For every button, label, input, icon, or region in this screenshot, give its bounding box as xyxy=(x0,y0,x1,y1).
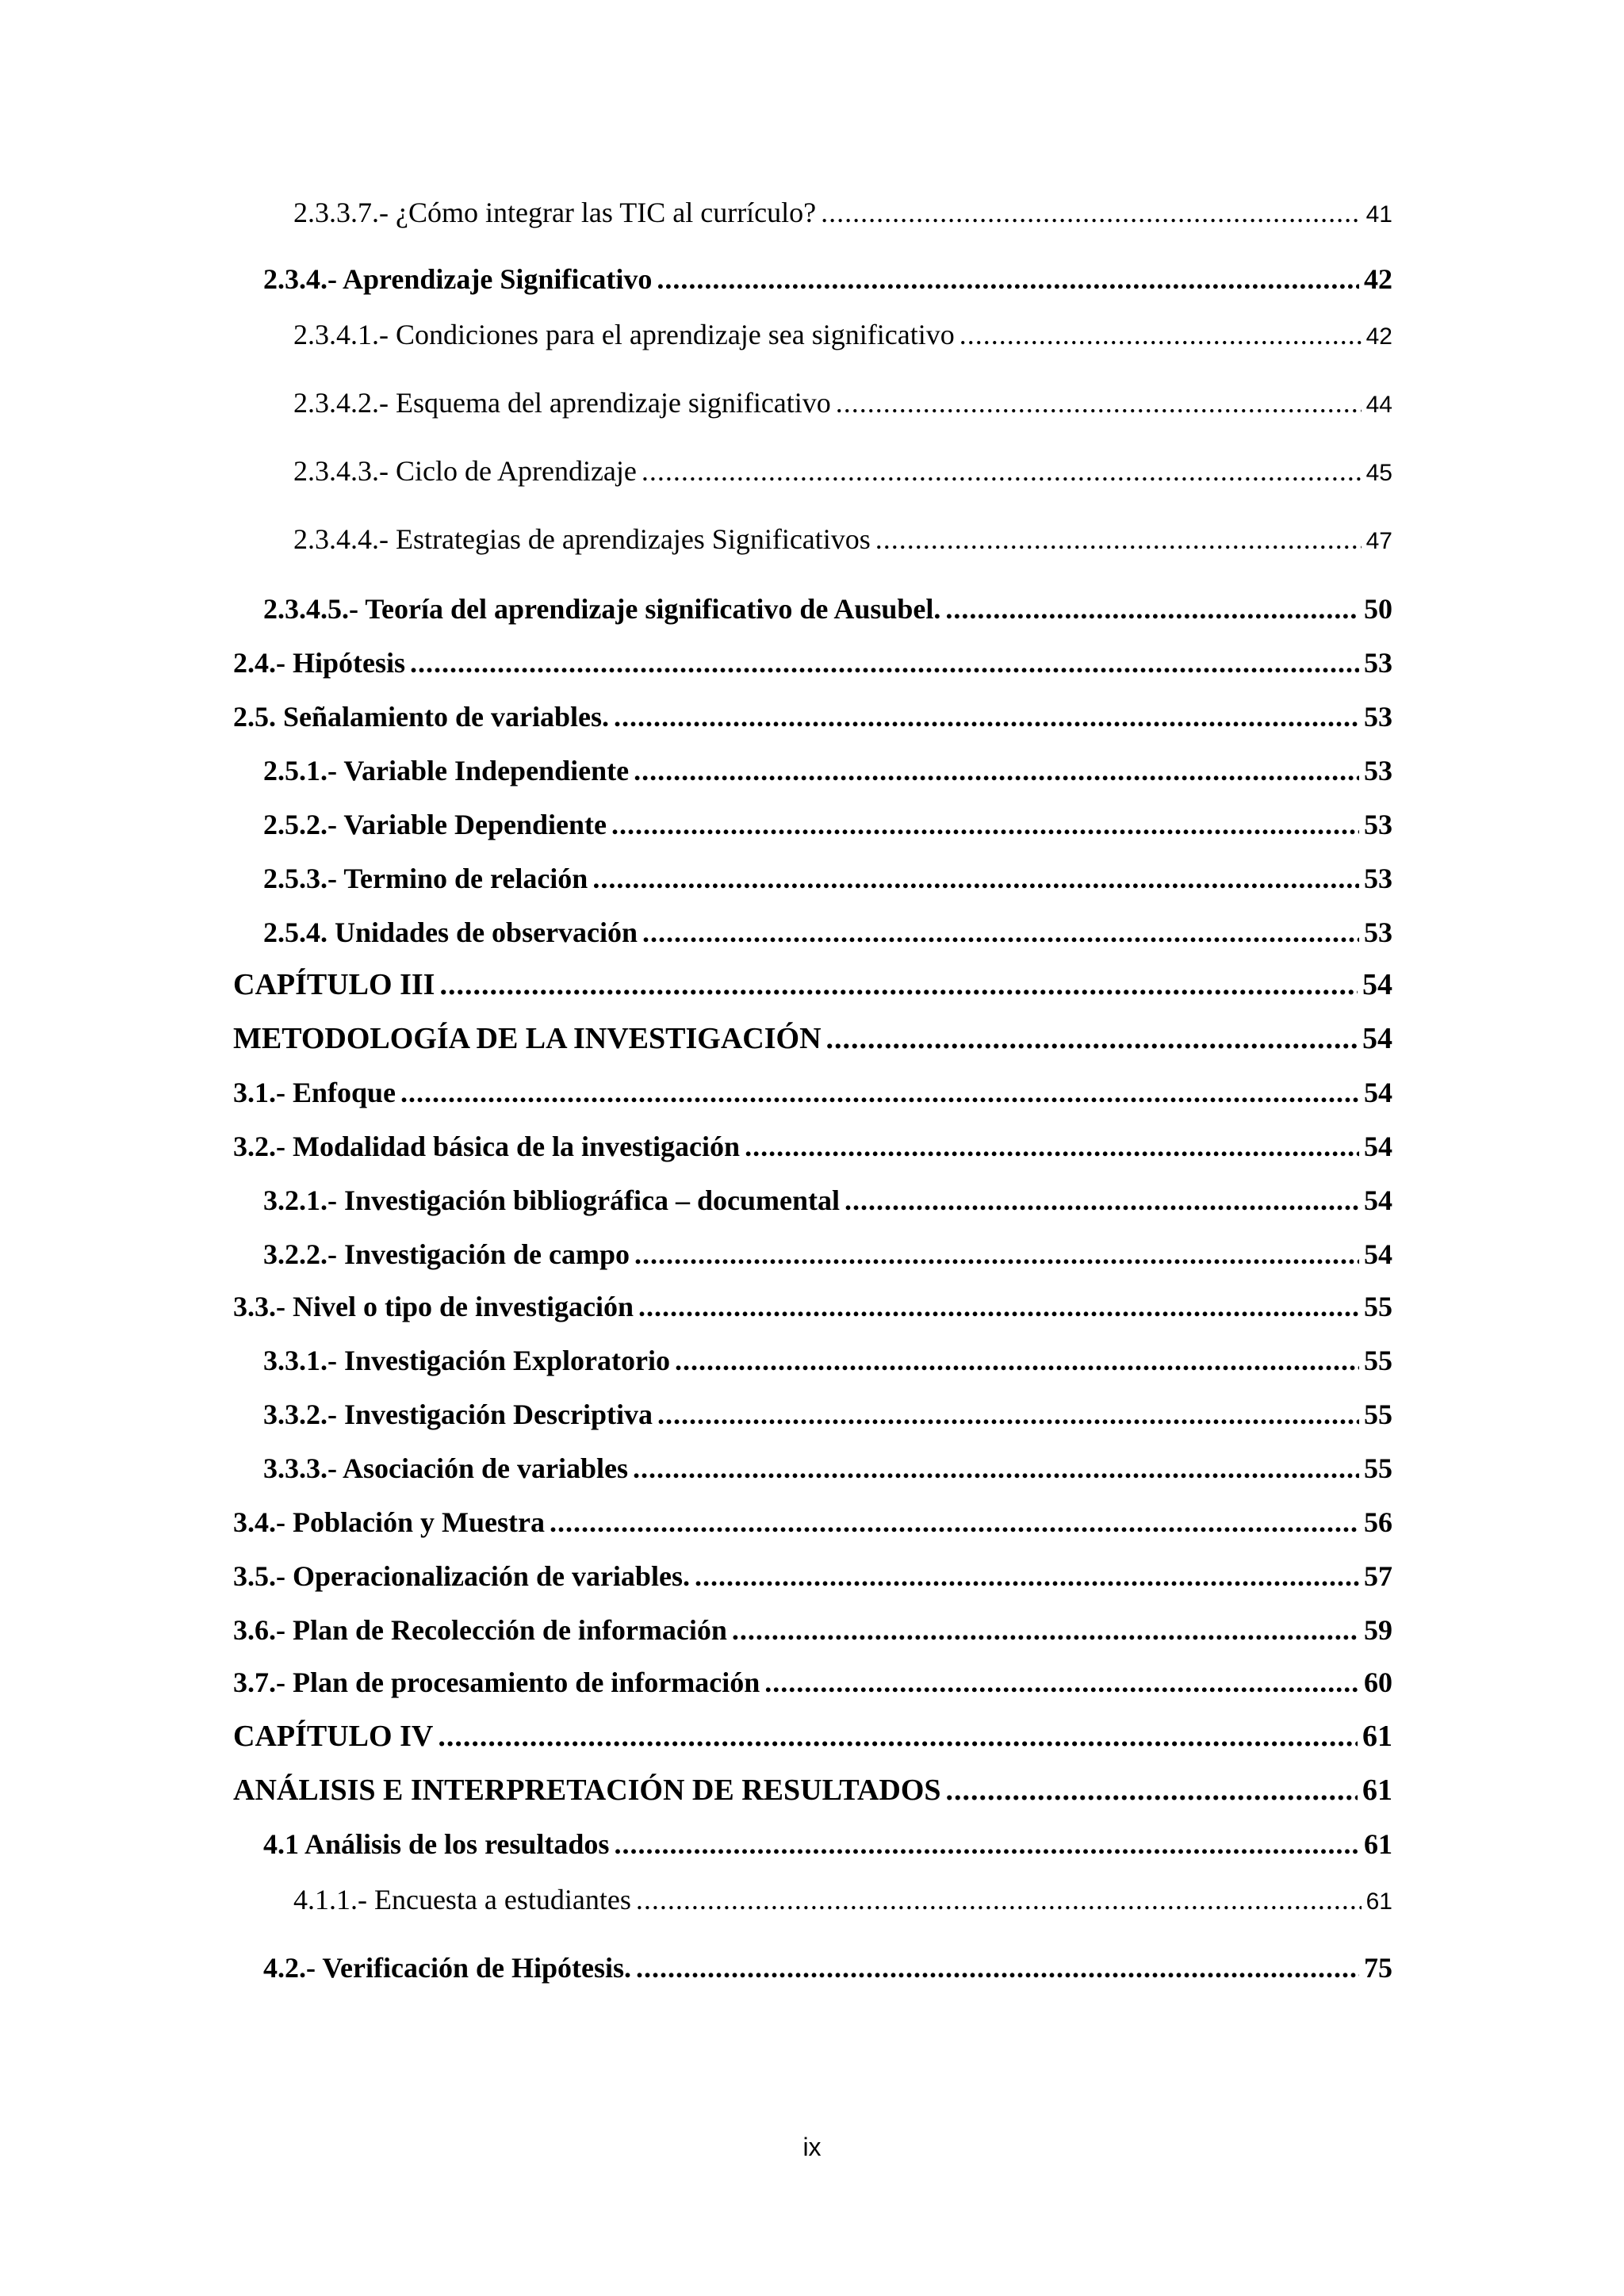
toc-entry-page: 54 xyxy=(1362,1022,1392,1055)
toc-entry-title: ANÁLISIS E INTERPRETACIÓN DE RESULTADOS xyxy=(233,1774,941,1807)
toc-entry-page: 53 xyxy=(1364,755,1392,786)
toc-dot-leader xyxy=(636,1882,1362,1917)
toc-entry xyxy=(263,591,1392,626)
toc-entry-title: 3.6.- Plan de Recolección de información xyxy=(233,1614,727,1646)
toc-dot-leader xyxy=(636,1950,1359,1985)
toc-entry-title: 3.4.- Población y Muestra xyxy=(233,1506,545,1538)
toc-entry xyxy=(233,699,1392,734)
toc-entry xyxy=(233,967,1392,1002)
toc-dot-leader xyxy=(945,591,1359,626)
toc-entry-title: 4.1 Análisis de los resultados xyxy=(263,1828,610,1860)
toc-dot-leader xyxy=(946,1773,1358,1808)
toc-entry xyxy=(233,1075,1392,1110)
toc-dot-leader xyxy=(959,317,1362,352)
toc-entry xyxy=(263,1451,1392,1486)
toc-dot-leader xyxy=(764,1665,1359,1700)
toc-dot-leader xyxy=(732,1613,1359,1647)
toc-entry-page: 41 xyxy=(1365,201,1392,228)
toc-entry xyxy=(233,645,1392,680)
toc-dot-leader xyxy=(657,1397,1359,1432)
toc-entry-title: 4.2.- Verificación de Hipótesis. xyxy=(263,1952,631,1984)
toc-dot-leader xyxy=(438,1719,1358,1754)
toc-entry-title: METODOLOGÍA DE LA INVESTIGACIÓN xyxy=(233,1022,822,1055)
toc-dot-leader xyxy=(410,645,1359,680)
toc-entry-title: 2.3.4.5.- Teoría del aprendizaje significativo de Ausubel. xyxy=(263,593,941,625)
toc-entry-page: 53 xyxy=(1364,809,1392,840)
toc-entry xyxy=(263,262,1392,297)
toc-entry xyxy=(263,1827,1392,1862)
toc-entry-page: 59 xyxy=(1364,1614,1392,1646)
toc-entry-page: 53 xyxy=(1364,647,1392,679)
toc-entry-page: 61 xyxy=(1364,1828,1392,1860)
toc-entry-title: 3.7.- Plan de procesamiento de información xyxy=(233,1667,760,1698)
toc-entry xyxy=(263,861,1392,896)
toc-entry-title: 4.1.1.- Encuesta a estudiantes xyxy=(293,1884,631,1915)
toc-dot-leader xyxy=(821,195,1361,230)
toc-entry-title: 2.3.4.4.- Estrategias de aprendizajes Significativos xyxy=(293,523,871,555)
toc-entry xyxy=(293,453,1392,491)
toc-entry-title: 2.3.3.7.- ¿Cómo integrar las TIC al currículo? xyxy=(293,197,817,228)
toc-entry-title: 3.3.3.- Asociación de variables xyxy=(263,1452,628,1484)
toc-entry xyxy=(263,1950,1392,1985)
toc-entry-page: 61 xyxy=(1362,1774,1392,1807)
toc-entry-page: 47 xyxy=(1365,528,1392,554)
toc-entry-title: CAPÍTULO IV xyxy=(233,1720,434,1753)
toc-entry xyxy=(293,522,1392,559)
toc-entry-page: 54 xyxy=(1364,1238,1392,1270)
toc-dot-leader xyxy=(611,807,1359,842)
toc-dot-leader xyxy=(642,453,1362,488)
toc-entry-page: 54 xyxy=(1364,1131,1392,1162)
toc-entry xyxy=(263,1237,1392,1272)
toc-entry-page: 54 xyxy=(1364,1184,1392,1216)
toc-entry xyxy=(293,195,1392,232)
toc-entry xyxy=(263,915,1392,950)
toc-entry-page: 42 xyxy=(1365,323,1392,350)
toc-dot-leader xyxy=(592,861,1359,896)
toc-entry-page: 75 xyxy=(1364,1952,1392,1984)
toc-entry-page: 54 xyxy=(1364,1077,1392,1108)
toc-entry xyxy=(233,1505,1392,1540)
page-number-footer: ix xyxy=(802,2133,822,2161)
toc-entry-page: 57 xyxy=(1364,1560,1392,1592)
toc-dot-leader xyxy=(439,967,1358,1002)
toc-dot-leader xyxy=(826,1021,1358,1056)
toc-entry-page: 60 xyxy=(1364,1667,1392,1698)
toc-entry xyxy=(263,753,1392,788)
toc-entry-page: 56 xyxy=(1364,1506,1392,1538)
toc-entry-page: 55 xyxy=(1364,1291,1392,1322)
toc-dot-leader xyxy=(875,522,1362,557)
toc-entry-title: 2.5.4. Unidades de observación xyxy=(263,916,638,948)
toc-entry xyxy=(293,1882,1392,1919)
toc-entry xyxy=(233,1773,1392,1808)
toc-entry-page: 50 xyxy=(1364,593,1392,625)
toc-entry-page: 42 xyxy=(1364,263,1392,295)
toc-entry xyxy=(233,1665,1392,1700)
toc-dot-leader xyxy=(633,1451,1359,1486)
toc-dot-leader xyxy=(550,1505,1359,1540)
toc-entry xyxy=(233,1559,1392,1594)
toc-entry xyxy=(293,385,1392,423)
toc-dot-leader xyxy=(614,699,1359,734)
toc-entry-title: 3.2.- Modalidad básica de la investigación xyxy=(233,1131,741,1162)
toc-entry xyxy=(233,1021,1392,1056)
toc-entry-page: 53 xyxy=(1364,863,1392,894)
toc-entry-page: 45 xyxy=(1365,460,1392,486)
toc-entry-title: 3.3.2.- Investigación Descriptiva xyxy=(263,1399,653,1430)
toc-dot-leader xyxy=(745,1129,1359,1164)
toc-entry-title: CAPÍTULO III xyxy=(233,968,435,1001)
toc-dot-leader xyxy=(642,915,1359,950)
toc-entry-page: 54 xyxy=(1362,968,1392,1001)
toc-entry-page: 53 xyxy=(1364,916,1392,948)
toc-entry xyxy=(233,1289,1392,1324)
toc-entry-page: 61 xyxy=(1362,1720,1392,1753)
toc-entry-page: 55 xyxy=(1364,1399,1392,1430)
toc-entry-page: 44 xyxy=(1365,392,1392,418)
toc-entry-page: 55 xyxy=(1364,1345,1392,1376)
toc-entry-page: 55 xyxy=(1364,1452,1392,1484)
toc-dot-leader xyxy=(845,1183,1359,1218)
toc-entry xyxy=(233,1613,1392,1647)
toc-entry-title: 2.3.4.1.- Condiciones para el aprendizaje sea significativo xyxy=(293,319,955,350)
toc-dot-leader xyxy=(400,1075,1359,1110)
toc-entry-title: 3.2.1.- Investigación bibliográfica – documental xyxy=(263,1184,840,1216)
toc-entry-title: 2.5.3.- Termino de relación xyxy=(263,863,588,894)
toc-entry-title: 2.5. Señalamiento de variables. xyxy=(233,701,609,733)
toc-dot-leader xyxy=(675,1343,1359,1378)
toc-entry-title: 2.5.1.- Variable Independiente xyxy=(263,755,630,786)
toc-entry-title: 3.2.2.- Investigación de campo xyxy=(263,1238,630,1270)
toc-entry xyxy=(263,1397,1392,1432)
toc-entry xyxy=(233,1129,1392,1164)
toc-entry-title: 2.3.4.3.- Ciclo de Aprendizaje xyxy=(293,455,637,487)
toc-dot-leader xyxy=(614,1827,1359,1862)
toc-dot-leader xyxy=(634,1237,1359,1272)
toc-entry-title: 2.3.4.- Aprendizaje Significativo xyxy=(263,263,653,295)
toc-entry-page: 53 xyxy=(1364,701,1392,733)
toc-dot-leader xyxy=(634,753,1359,788)
toc-entry xyxy=(263,1343,1392,1378)
toc-entry-title: 3.5.- Operacionalización de variables. xyxy=(233,1560,690,1592)
toc-dot-leader xyxy=(695,1559,1359,1594)
toc-dot-leader xyxy=(638,1289,1359,1324)
toc-entry xyxy=(293,317,1392,354)
toc-entry-page: 61 xyxy=(1365,1888,1392,1915)
toc-dot-leader xyxy=(657,262,1359,297)
toc-entry xyxy=(233,1719,1392,1754)
toc-entry xyxy=(263,1183,1392,1218)
toc-entry-title: 3.1.- Enfoque xyxy=(233,1077,396,1108)
toc-entry-title: 2.5.2.- Variable Dependiente xyxy=(263,809,607,840)
toc-entry-title: 3.3.- Nivel o tipo de investigación xyxy=(233,1291,634,1322)
toc-entry xyxy=(263,807,1392,842)
toc-entry-title: 2.3.4.2.- Esquema del aprendizaje significativo xyxy=(293,387,831,419)
toc-dot-leader xyxy=(836,385,1362,420)
toc-entry-title: 2.4.- Hipótesis xyxy=(233,647,406,679)
toc-entry-title: 3.3.1.- Investigación Exploratorio xyxy=(263,1345,670,1376)
